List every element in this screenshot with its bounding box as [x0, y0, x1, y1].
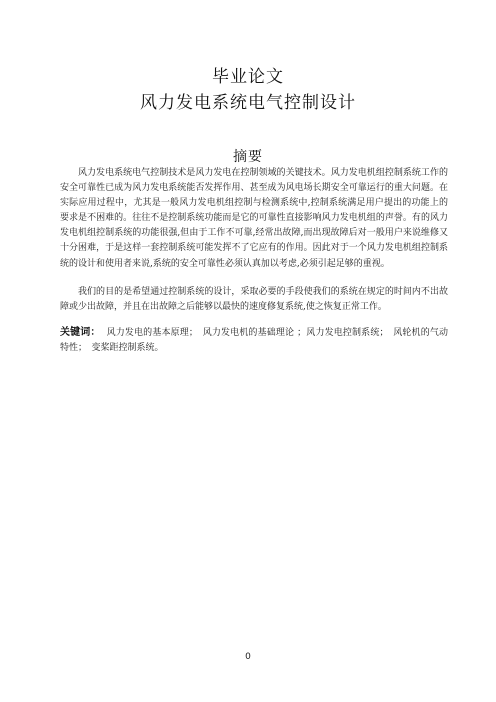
abstract-paragraph-2: 我们的目的是希望通过控制系统的设计，采取必要的手段使我们的系统在规定的时间内不出故障或少出故障，并且在出故障之后能够以最快的速度修复系统,使之恢复正常工作。: [60, 287, 448, 313]
keywords-label: 关键词：: [60, 327, 101, 338]
thesis-label: 毕业论文: [212, 67, 284, 87]
page-number: 0: [245, 652, 251, 662]
keywords-section: [60, 325, 448, 356]
abstract-paragraph-1: 风力发电系统电气控制技术是风力发电在控制领域的关键技术。风力发电机组控制系统工作的安全可靠性已成为风力发电系统能否发挥作用、甚至成为风电场长期安全可靠运行的重大问题。在实际应用过程中，尤其是一般风力发电机组控制与检测系统中,控制系统满足用户提出的功能上的要求是不困难的。往往不是控制系统功能而是它的可靠性直接影响风力发电机组的声誉。有的风力发电机组控制系统的功能很强,但由于工作不可靠,经常出故障,而出现故障后对一般用户来说维修又十分困难，于是这样一套控制系统可能发挥不了它应有的作用。因此对于一个风力发电机组控制系统的设计和使用者来说,系统的安全可靠性必须认真加以考虑,必须引起足够的重视。: [60, 168, 448, 269]
keywords-list: 风力发电的基本原理； 风力发电机的基础理论 ；风力发电控制系统； 风轮机的气动特性； 变桨距控制系统。: [60, 328, 448, 354]
abstract-heading: 摘要: [233, 149, 263, 165]
thesis-title: 风力发电系统电气控制设计: [140, 93, 356, 113]
